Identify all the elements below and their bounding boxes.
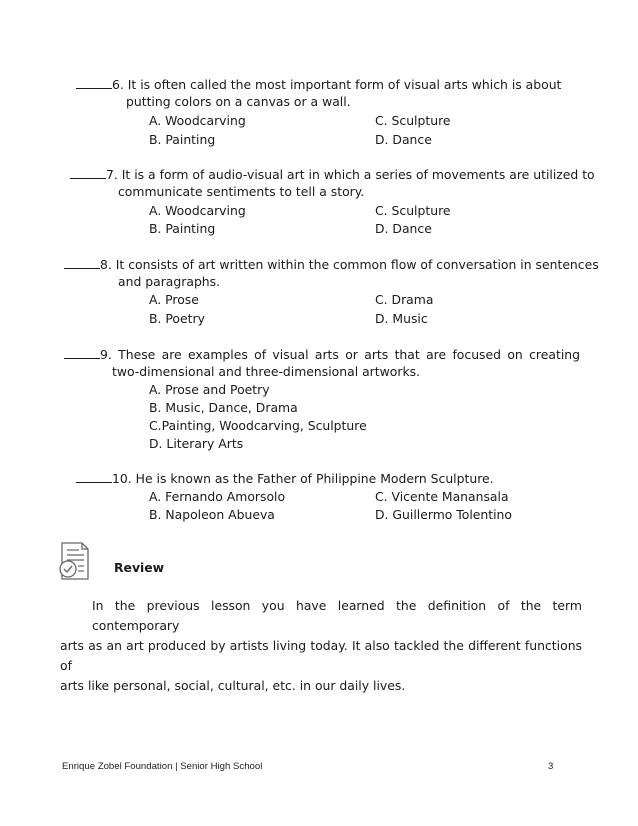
question-stem-continued: communicate sentiments to tell a story. — [118, 184, 365, 199]
question-9 — [64, 346, 580, 362]
paragraph-line: arts as an art produced by artists living today. It also tackled the different functions of — [60, 638, 582, 673]
choice-b: B. Music, Dance, Drama — [149, 400, 298, 415]
question-stem: 10. He is known as the Father of Philippine Modern Sculpture. — [112, 471, 494, 486]
question-stem: 7. It is a form of audio-visual art in which a series of movements are utilized to — [106, 167, 595, 182]
choice-c: C. Sculpture — [375, 203, 451, 218]
choice-b: B. Poetry — [149, 311, 205, 326]
choice-b: B. Painting — [149, 132, 216, 147]
review-paragraph — [60, 596, 582, 696]
question-10 — [76, 470, 494, 486]
section-heading-review: Review — [114, 560, 165, 575]
paragraph-line: In the previous lesson you have learned the definition of the term contemporary — [92, 598, 582, 633]
paragraph-line: arts like personal, social, cultural, etc. in our daily lives. — [60, 678, 406, 693]
answer-blank[interactable] — [64, 256, 100, 269]
choice-a: A. Woodcarving — [149, 203, 246, 218]
checklist-document-icon — [56, 541, 92, 581]
choice-c: C.Painting, Woodcarving, Sculpture — [149, 418, 367, 433]
page-number: 3 — [548, 761, 554, 772]
answer-blank[interactable] — [76, 76, 112, 89]
question-stem-continued: two-dimensional and three-dimensional artworks. — [112, 364, 421, 379]
choice-a: A. Fernando Amorsolo — [149, 489, 286, 504]
question-stem-continued: putting colors on a canvas or a wall. — [126, 94, 351, 109]
choice-a: A. Prose and Poetry — [149, 382, 270, 397]
choice-c: C. Sculpture — [375, 113, 451, 128]
answer-blank[interactable] — [70, 166, 106, 179]
choice-d: D. Dance — [375, 132, 432, 147]
choice-b: B. Napoleon Abueva — [149, 507, 275, 522]
choice-d: D. Guillermo Tolentino — [375, 507, 512, 522]
choice-a: A. Woodcarving — [149, 113, 246, 128]
choice-d: D. Dance — [375, 221, 432, 236]
answer-blank[interactable] — [76, 470, 112, 483]
question-6 — [76, 76, 561, 92]
question-7 — [70, 166, 595, 182]
choice-d: D. Music — [375, 311, 428, 326]
question-stem-continued: and paragraphs. — [118, 274, 221, 289]
choice-d: D. Literary Arts — [149, 436, 244, 451]
question-8 — [64, 256, 599, 272]
question-stem: 6. It is often called the most important form of visual arts which is about — [112, 77, 562, 92]
question-stem: 8. It consists of art written within the common flow of conversation in sentences — [100, 257, 599, 272]
question-stem: 9. These are examples of visual arts or arts that are focused on creating — [100, 347, 580, 362]
choice-b: B. Painting — [149, 221, 216, 236]
choice-a: A. Prose — [149, 292, 199, 307]
answer-blank[interactable] — [64, 346, 100, 359]
choice-c: C. Vicente Manansala — [375, 489, 509, 504]
footer-text: Enrique Zobel Foundation | Senior High School — [62, 761, 263, 772]
choice-c: C. Drama — [375, 292, 434, 307]
